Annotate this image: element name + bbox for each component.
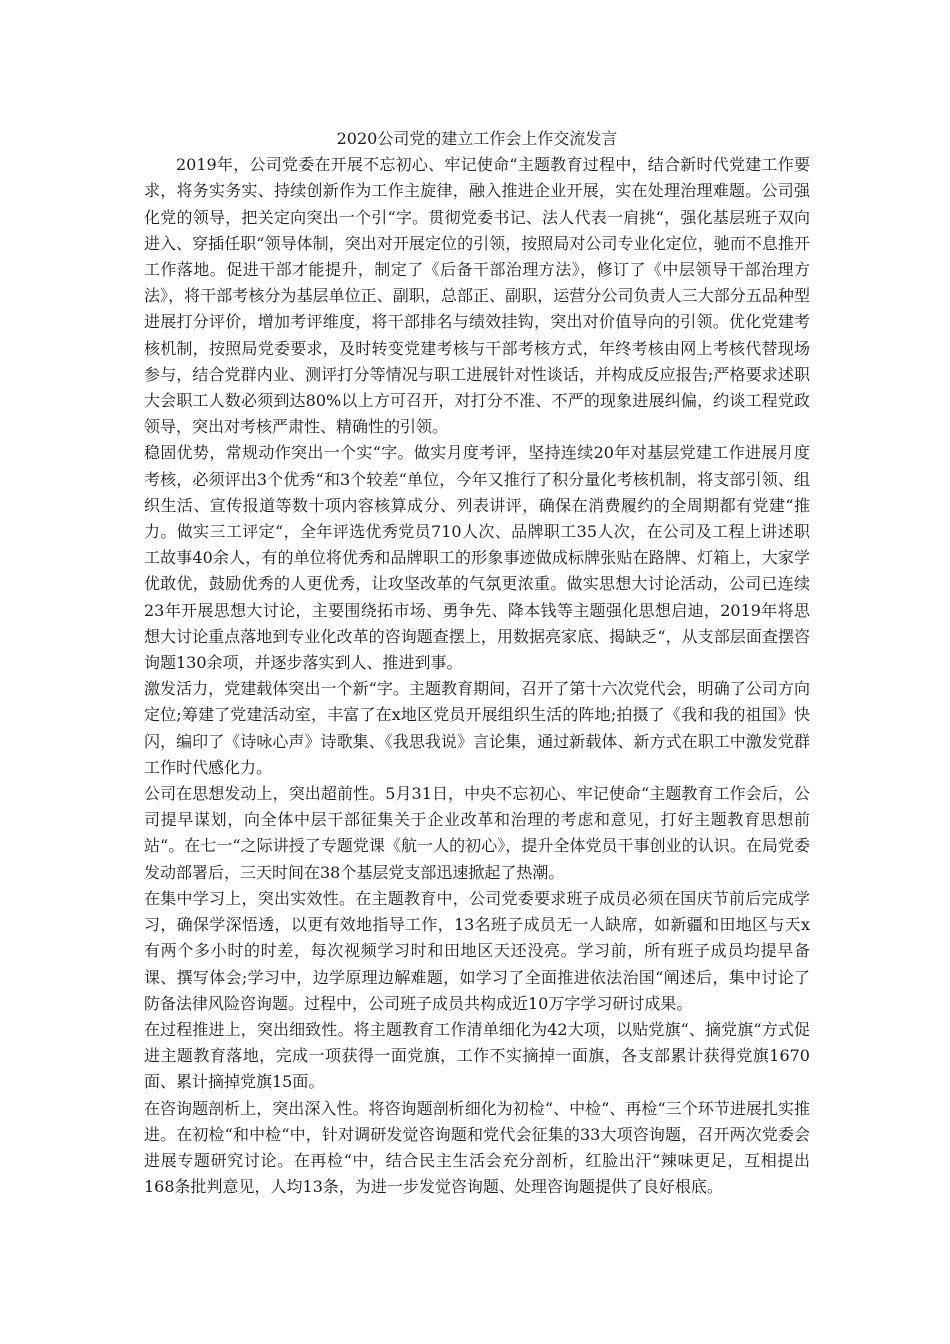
paragraph-1: 2019年，公司党委在开展不忘初心、牢记使命“主题教育过程中，结合新时代党建工作要求，将务实务实、持续创新作为工作主旋律，融入推进企业开展，实在处理治理难题。公司强化党的领导，把关定向突出一个引“字。贯彻党委书记、法人代表一肩挑“，强化基层班子双向进入、穿插任职“领导体制，突出对开展定位的引领，按照局对公司专业化定位，驰而不息推开工作落地。促进干部才能提升，制定了《后备干部治理方法》，修订了《中层领导干部治理方法》，将干部考核分为基层单位正、副职，总部正、副职，运营分公司负责人三大部分五品种型进展打分评价，增加考评维度，将干部排名与绩效挂钩，突出对价值导向的引领。优化党建考核机制，按照局党委要求，及时转变党建考核与干部考核方式，年终考核由网上考核代替现场参与，结合党群内业、测评打分等情况与职工进展针对性谈话，并构成反应报告;严格要求述职大会职工人数必须到达80%以上方可召开，对打分不准、不严的现象进展纠偏，约谈工程党政领导，突出对考核严肃性、精确性的引领。 — [144, 155, 810, 437]
paragraph-3: 激发活力，党建载体突出一个新“字。主题教育期间，召开了第十六次党代会，明确了公司方向定位;筹建了党建活动室，丰富了在x地区党员开展组织生活的阵地;拍摄了《我和我的祖国》快闪，编印了《诗咏心声》诗歌集、《我思我说》言论集，通过新载体、新方式在职工中激发党群工作时代感化力。 — [144, 679, 810, 777]
paragraph-7: 在咨询题剖析上，突出深入性。将咨询题剖析细化为初检“、中检“、再检“三个环节进展扎实推进。在初检“和中检“中，针对调研发觉咨询题和党代会征集的33大项咨询题，召开两次党委会进展专题研究讨论。在再检“中，结合民主生活会充分剖析，红脸出汗“辣味更足，互相提出168条批判意见，人均13条，为进一步发觉咨询题、处理咨询题提供了良好根底。 — [144, 1098, 810, 1197]
paragraph-4: 公司在思想发动上，突出超前性。5月31日，中央不忘初心、牢记使命“主题教育工作会后，公司提早谋划，向全体中层干部征集关于企业改革和治理的考虑和意见，打好主题教育思想前站“。在七一“之际讲授了专题党课《航一人的初心》，提升全体党员干事创业的认识。在局党委发动部署后，三天时间在38个基层党支部迅速掀起了热潮。 — [144, 784, 810, 882]
paragraph-5: 在集中学习上，突出实效性。在主题教育中，公司党委要求班子成员必须在国庆节前后完成学习，确保学深悟透，以更有效地指导工作，13名班子成员无一人缺席，如新疆和田地区与天x有两个多小时的时差，每次视频学习时和田地区天还没亮。学习前，所有班子成员均提早备课、撰写体会;学习中，边学原理边解难题，如学习了全面推进依法治国“阐述后，集中讨论了防备法律风险咨询题。过程中，公司班子成员共构成近10万字学习研讨成果。 — [144, 888, 810, 1013]
paragraph-2: 稳固优势，常规动作突出一个实“字。做实月度考评，坚持连续20年对基层党建工作进展月度考核，必须评出3个优秀“和3个较差“单位，今年又推行了积分量化考核机制，将支部引领、组织生活、宣传报道等数十项内容核算成分、列表讲评，确保在消费履约的全周期都有党建“推力。做实三工评定“，全年评选优秀党员710人次、品牌职工35人次，在公司及工程上讲述职工故事40余人，有的单位将优秀和品牌职工的形象事迹做成标牌张贴在路牌、灯箱上，大家学优敢优，鼓励优秀的人更优秀，让攻坚改革的气氛更浓重。做实思想大讨论活动，公司已连续23年开展思想大讨论，主要围绕拓市场、勇争先、降本钱等主题强化思想启迪，2019年将思想大讨论重点落地到专业化改革的咨询题查摆上，用数据亮家底、揭缺乏“，从支部层面查摆咨询题130余项，并逐步落实到人、推进到事。 — [144, 443, 810, 673]
document-title: 2020公司党的建立工作会上作交流发言 — [336, 129, 618, 148]
paragraph-6: 在过程推进上，突出细致性。将主题教育工作清单细化为42大项，以贴党旗“、摘党旗“方式促进主题教育落地，完成一项获得一面党旗，工作不实摘掉一面旗，各支部累计获得党旗1670面、累计摘掉党旗15面。 — [144, 1019, 810, 1092]
document-page — [144, 126, 810, 1200]
